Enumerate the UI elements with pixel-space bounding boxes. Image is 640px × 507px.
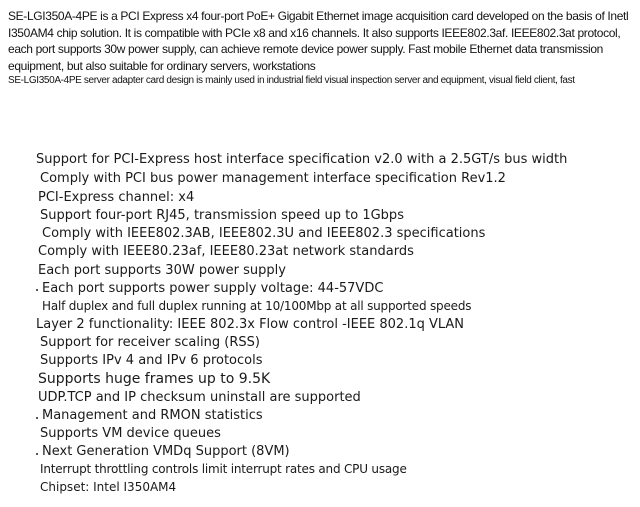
bullet-dot	[36, 417, 38, 419]
feature-item: Each port supports 30W power supply	[38, 263, 286, 278]
feature-item: Each port supports power supply voltage: 44-57VDC	[42, 281, 384, 296]
feature-item: Comply with IEEE80.23af, IEEE80.23at network standards	[38, 244, 414, 259]
feature-item: UDP.TCP and IP checksum uninstall are supported	[38, 390, 361, 405]
feature-item: Next Generation VMDq Support (8VM)	[42, 444, 290, 459]
feature-item: Supports huge frames up to 9.5K	[38, 371, 271, 387]
feature-item: Comply with IEEE802.3AB, IEEE802.3U and IEEE802.3 specifications	[42, 226, 486, 241]
feature-item: Chipset: Intel I350AM4	[40, 480, 177, 494]
bullet-dot	[36, 453, 38, 455]
feature-item: Interrupt throttling controls limit interrupt rates and CPU usage	[40, 462, 407, 476]
feature-item: Support for PCI-Express host interface specification v2.0 with a 2.5GT/s bus width	[36, 152, 568, 167]
bullet-dot	[36, 289, 38, 291]
feature-item: Support four-port RJ45, transmission speed up to 1Gbps	[40, 208, 404, 223]
feature-item: Supports IPv 4 and IPv 6 protocols	[40, 353, 263, 368]
intro-paragraph: SE-LGI350A-4PE is a PCI Express x4 four-port PoE+ Gigabit Ethernet image acquisition card developed on the basis of Inetl I350AM4 chip solution. It is compatible with PCIe x8 and x16 channels. It also supports IEEE802.3af. IEEE802.3at protocol, each port supports 30w power supply, can achieve remote device power supply. Fast mobile Ethernet data transmission equipment, but also suitable for ordinary servers, workstations	[8, 9, 629, 73]
feature-item: Layer 2 functionality: IEEE 802.3x Flow control -IEEE 802.1q VLAN	[36, 317, 465, 332]
feature-item: Management and RMON statistics	[42, 408, 263, 423]
feature-item: Supports VM device queues	[40, 426, 221, 441]
intro-note: SE-LGI350A-4PE server adapter card design is mainly used in industrial field visual inspection server and equipment, visual field client, fast	[8, 75, 575, 86]
feature-item: Half duplex and full duplex running at 10/100Mbp at all supported speeds	[42, 299, 472, 313]
feature-item: PCI-Express channel: x4	[38, 190, 195, 205]
feature-item: Comply with PCI bus power management interface specification Rev1.2	[40, 171, 506, 186]
feature-item: Support for receiver scaling (RSS)	[40, 335, 260, 350]
product-intro	[8, 8, 634, 88]
